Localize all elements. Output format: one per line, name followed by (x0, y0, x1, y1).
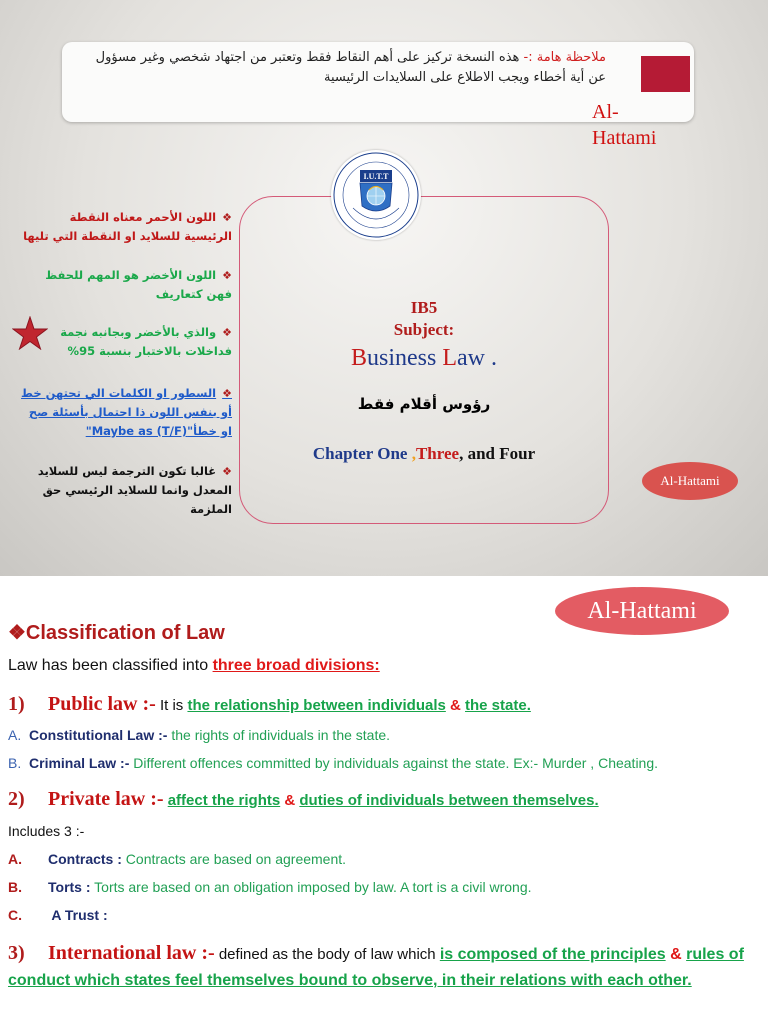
public-law-definition-1: the relationship between individuals (187, 697, 446, 714)
bullet-icon: ❖ (222, 326, 232, 339)
international-law-paragraph (8, 940, 760, 994)
torts-line (8, 879, 760, 895)
torts-title: Torts : (48, 879, 91, 895)
section-number: 1) (8, 693, 25, 715)
criminal-law-desc: Different offences committed by individuals against the state. Ex:- Murder , Cheating. (129, 755, 659, 771)
item-letter: A. (8, 727, 22, 743)
international-law-title: International law :- (48, 942, 215, 964)
course-title-word-2: aw . (457, 345, 497, 371)
includes-line: Includes 3 :- (8, 823, 85, 839)
course-title-initial-l: L (442, 345, 458, 371)
summary-note: رؤوس أقلام فقط (357, 395, 491, 413)
subject-label: Subject: (393, 320, 455, 339)
bullet-icon: ❖ (222, 269, 232, 282)
criminal-law-line (8, 755, 760, 771)
slide-heading: ❖Classification of Law (8, 622, 225, 644)
ampersand: & (280, 792, 300, 809)
ampersand: & (670, 946, 682, 963)
legend-item-green (20, 266, 232, 304)
legend-item-green-star (20, 323, 232, 361)
constitutional-law-desc: the rights of individuals in the state. (167, 727, 391, 743)
item-letter: B. (8, 879, 22, 895)
svg-text:I.U.T.T: I.U.T.T (363, 172, 389, 181)
private-law-line (8, 788, 760, 811)
chapters-part-1: Chapter One (312, 444, 412, 463)
chapters-three: Three (415, 444, 460, 463)
public-law-definition-2: the state. (465, 697, 531, 714)
chapters-line (239, 444, 609, 464)
section-number: 3) (8, 942, 25, 964)
public-law-text: It is (155, 697, 188, 714)
legend-item-translation (20, 462, 232, 519)
course-code: IB5 (410, 298, 438, 317)
course-title-initial-b: B (350, 345, 367, 371)
note-label: ملاحظة هامة :- (523, 50, 606, 65)
private-law-title: Private law :- (48, 788, 164, 810)
legend-text: اللون الأخضر هو المهم للحفظ فهن كتعاريف (45, 268, 232, 301)
intro-text: Law has been classified into (8, 657, 213, 674)
decorative-red-block (641, 56, 690, 92)
intro-line (8, 657, 760, 675)
contracts-desc: Contracts are based on agreement. (121, 851, 347, 867)
item-letter: B. (8, 755, 22, 771)
torts-desc: Torts are based on an obligation imposed by law. A tort is a civil wrong. (90, 879, 532, 895)
item-letter: C. (8, 907, 22, 923)
constitutional-law-line (8, 727, 760, 743)
constitutional-law-title: Constitutional Law :- (29, 727, 168, 743)
legend-text: غالبا تكون الترجمة ليس للسلايد المعدل وانما للسلايد الرئيسي حق الملزمة (37, 464, 232, 516)
public-law-title: Public law :- (48, 693, 156, 715)
chapters-separator: , (411, 444, 416, 463)
legend-text: والذي بالأخضر وبجانبه نجمة فداخلات بالاختبار بنسبة 95% (60, 325, 232, 358)
trust-line (8, 907, 760, 923)
classification-slide (0, 576, 768, 1024)
bullet-icon: ❖ (222, 211, 232, 224)
international-law-definition-2: rules of conduct which states feel themselves bound to observe, in their relations with each other. (8, 946, 744, 989)
university-logo-icon (331, 150, 421, 240)
bullet-icon: ❖ (222, 387, 232, 400)
author-oval-badge: Al-Hattami (555, 587, 729, 635)
note-text: هذه النسخة تركيز على أهم النقاط فقط وتعتبر من اجتهاد شخصي وغير مسؤول عن أية أخطاء ويجب الاطلاع على السلايدات الرئيسية (95, 50, 606, 85)
legend-text: اللون الأحمر معناه النقطة الرئيسية للسلايد او النقطة التي تليها (23, 210, 232, 243)
private-law-definition-1: affect the rights (167, 792, 281, 809)
chapters-rest: , and Four (459, 444, 536, 463)
trust-title: A Trust : (48, 907, 108, 923)
international-law-text: defined as the body of law which (214, 946, 440, 963)
author-oval-badge: Al-Hattami (642, 462, 738, 500)
contracts-title: Contracts : (48, 851, 122, 867)
legend-item-red (20, 208, 232, 246)
course-title (239, 343, 609, 373)
contracts-line (8, 851, 760, 867)
intro-highlight: three broad divisions: (212, 657, 380, 674)
bullet-icon: ❖ (222, 465, 232, 478)
criminal-law-title: Criminal Law :- (29, 755, 130, 771)
private-law-definition-2: duties of individuals between themselves. (299, 792, 599, 809)
public-law-line (8, 693, 760, 716)
course-title-word-1: usiness (367, 345, 443, 371)
section-number: 2) (8, 788, 25, 810)
item-letter: A. (8, 851, 22, 867)
legend-item-underlined (20, 384, 232, 441)
legend-text: السطور او الكلمات الي تحتهن خط أو بنفس اللون ذا احتمال بأسئلة صح او خطأ"Maybe as (T/F)" (21, 386, 232, 438)
international-law-definition-1: is composed of the principles (439, 946, 666, 963)
ampersand: & (445, 697, 466, 714)
author-name: Al-Hattami (592, 101, 657, 149)
